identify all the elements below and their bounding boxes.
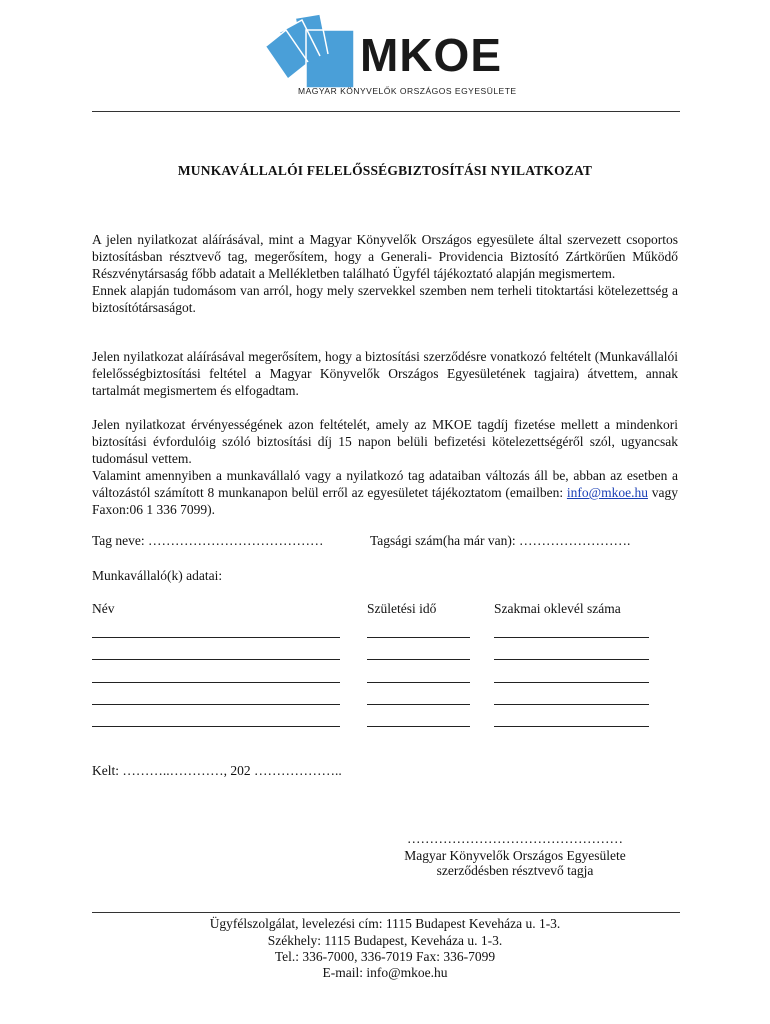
row-2-certificate-field[interactable] xyxy=(494,659,649,660)
row-4-certificate-field[interactable] xyxy=(494,704,649,705)
email-link[interactable]: info@mkoe.hu xyxy=(566,485,648,500)
employees-label: Munkavállaló(k) adatai: xyxy=(92,568,223,583)
paragraph-3-text-2 xyxy=(92,467,678,518)
row-5-certificate-field[interactable] xyxy=(494,726,649,727)
logo-subtitle: MAGYAR KÖNYVELŐK ORSZÁGOS EGYESÜLETE xyxy=(298,86,517,96)
row-1-name-field[interactable] xyxy=(92,637,340,638)
header-birth-date: Születési idő xyxy=(367,601,437,616)
header-name: Név xyxy=(92,601,115,616)
mkoe-logo xyxy=(262,10,522,105)
footer-address: Ügyfélszolgálat, levelezési cím: 1115 Budapest Keveháza u. 1-3. xyxy=(209,916,561,931)
footer-phone: Tel.: 336-7000, 336-7019 Fax: 336-7099 xyxy=(274,949,496,964)
signature-line[interactable]: ………………………………………… xyxy=(407,831,623,846)
row-3-name-field[interactable] xyxy=(92,682,340,683)
member-name-field[interactable]: Tag neve: ………………………………… xyxy=(92,533,324,548)
row-3-birth-field[interactable] xyxy=(367,682,470,683)
row-5-birth-field[interactable] xyxy=(367,726,470,727)
row-4-name-field[interactable] xyxy=(92,704,340,705)
header-divider xyxy=(92,111,680,112)
logo-wordmark: MKOE xyxy=(360,29,502,81)
footer-divider xyxy=(92,912,680,913)
signature-org: Magyar Könyvelők Országos Egyesülete xyxy=(404,848,626,863)
date-field[interactable]: Kelt: ………..…………, 202 ……………….. xyxy=(92,763,342,778)
member-number-field[interactable]: Tagsági szám(ha már van): ……………………. xyxy=(370,533,631,548)
paragraph-1-text-2: Ennek alapján tudomásom van arról, hogy mely szervekkel szemben nem terheli titoktartási kötelezettség a biztosítótársaságot. xyxy=(92,283,678,315)
paragraph-1-text: A jelen nyilatkozat aláírásával, mint a Magyar Könyvelők Országos egyesülete által szervezett csoportos biztosításban résztvevő tag, megerősítem, hogy a Generali- Providencia Biztosító Zártkörűen Működő Részvénytársaság főbb adatait a Mellékletben található Ügyfél tájékoztató alapján megismertem. xyxy=(92,232,678,281)
row-4-birth-field[interactable] xyxy=(367,704,470,705)
row-1-birth-field[interactable] xyxy=(367,637,470,638)
paragraph-2-text: Jelen nyilatkozat aláírásával megerősítem, hogy a biztosítási szerződésre vonatkozó feltételt (Munkavállalói felelősségbiztosítási feltétel a Magyar Könyvelők Országos Egyesületének tagjaira) átvettem, annak tartalmát megismertem és elfogadtam. xyxy=(92,349,678,398)
footer-email: E-mail: info@mkoe.hu xyxy=(322,965,448,980)
paragraph-3 xyxy=(92,416,678,518)
row-5-name-field[interactable] xyxy=(92,726,340,727)
paragraph-1 xyxy=(92,231,678,316)
paragraph-3-before-link: Valamint amennyiben a munkavállaló vagy a nyilatkozó tag adataiban változás áll be, abban az esetben a változástól számított 8 munkanapon belül erről az egyesületet tájékoztatom (emailben: xyxy=(92,468,678,500)
row-2-name-field[interactable] xyxy=(92,659,340,660)
document-title: MUNKAVÁLLALÓI FELELŐSSÉGBIZTOSÍTÁSI NYILATKOZAT xyxy=(177,163,593,178)
header-certificate: Szakmai oklevél száma xyxy=(494,601,621,616)
row-3-certificate-field[interactable] xyxy=(494,682,649,683)
signature-role: szerződésben résztvevő tagja xyxy=(436,863,594,878)
paragraph-2 xyxy=(92,348,678,399)
row-2-birth-field[interactable] xyxy=(367,659,470,660)
folders-icon xyxy=(262,10,372,90)
footer-seat: Székhely: 1115 Budapest, Keveháza u. 1-3. xyxy=(267,933,503,948)
row-1-certificate-field[interactable] xyxy=(494,637,649,638)
paragraph-3-after-link: vagy Faxon:06 1 336 7099). xyxy=(92,485,678,517)
paragraph-3-text: Jelen nyilatkozat érvényességének azon feltételét, amely az MKOE tagdíj fizetése mellett a mindenkori biztosítási évfordulóig szóló biztosítási díj 15 napon belüli befizetési kötelezettségéről szól, ugyancsak tudomásul vettem. xyxy=(92,417,678,466)
